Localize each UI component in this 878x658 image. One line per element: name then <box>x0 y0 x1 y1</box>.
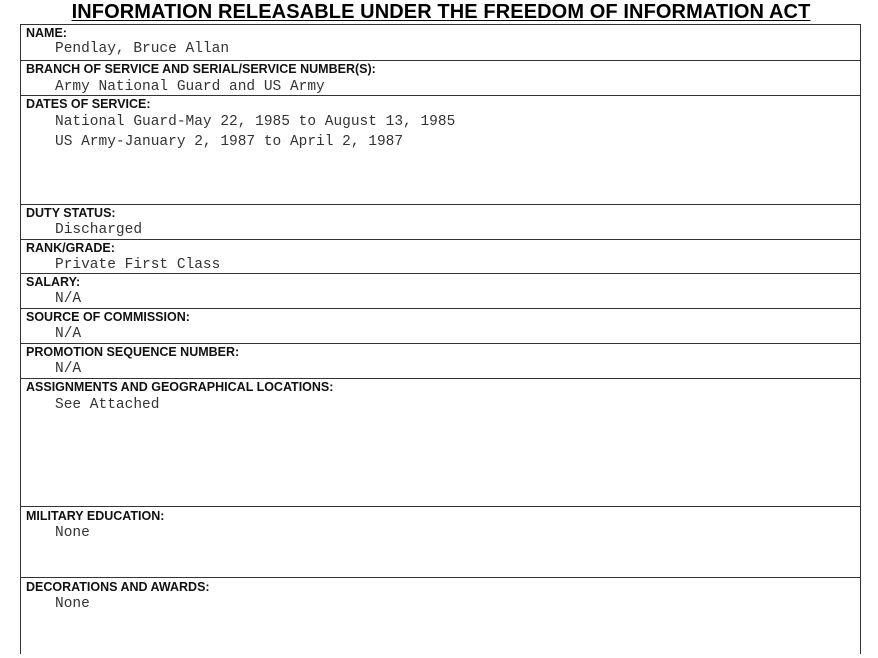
name-field <box>21 25 860 61</box>
branch-label: BRANCH OF SERVICE AND SERIAL/SERVICE NUMBER(S): <box>26 62 376 76</box>
duty-status-label: DUTY STATUS: <box>26 206 116 220</box>
document-title: INFORMATION RELEASABLE UNDER THE FREEDOM OF INFORMATION ACT <box>71 1 811 23</box>
promotion-field <box>21 344 860 379</box>
salary-field <box>21 274 860 309</box>
rank-field <box>21 240 860 274</box>
name-value: Pendlay, Bruce Allan <box>55 41 230 57</box>
dates-field <box>21 96 860 205</box>
assignments-label: ASSIGNMENTS AND GEOGRAPHICAL LOCATIONS: <box>26 380 334 394</box>
education-value: None <box>55 525 90 541</box>
dates-line-national-guard: National Guard-May 22, 1985 to August 13, 1985 <box>55 114 456 130</box>
education-label: MILITARY EDUCATION: <box>26 509 165 523</box>
assignments-field <box>21 379 860 507</box>
duty-status-field <box>21 205 860 240</box>
commission-field <box>21 309 860 344</box>
education-field <box>21 507 860 578</box>
promotion-value: N/A <box>55 361 82 377</box>
commission-value: N/A <box>55 326 82 342</box>
branch-field <box>21 61 860 96</box>
rank-value: Private First Class <box>55 257 221 273</box>
decorations-value: None <box>55 596 90 612</box>
branch-value: Army National Guard and US Army <box>55 79 325 95</box>
decorations-field <box>21 578 860 658</box>
dates-line-us-army: US Army-January 2, 1987 to April 2, 1987 <box>55 134 404 150</box>
rank-label: RANK/GRADE: <box>26 241 115 255</box>
promotion-label: PROMOTION SEQUENCE NUMBER: <box>26 345 240 359</box>
foia-form <box>20 24 861 654</box>
dates-label: DATES OF SERVICE: <box>26 97 151 111</box>
salary-label: SALARY: <box>26 275 81 289</box>
salary-value: N/A <box>55 291 82 307</box>
decorations-label: DECORATIONS AND AWARDS: <box>26 580 210 594</box>
name-label: NAME: <box>26 26 67 40</box>
assignments-value: See Attached <box>55 397 160 413</box>
commission-label: SOURCE OF COMMISSION: <box>26 310 190 324</box>
duty-status-value: Discharged <box>55 222 143 238</box>
